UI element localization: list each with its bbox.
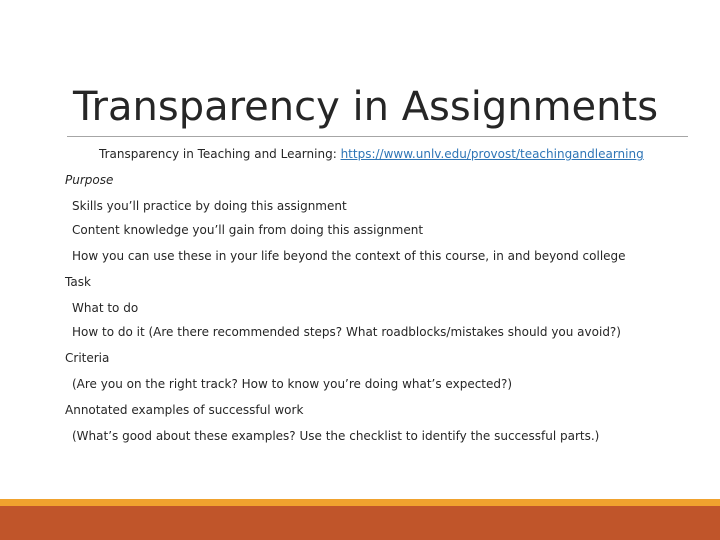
title-divider [67, 136, 688, 137]
criteria-item: (Are you on the right track? How to know you’re doing what’s expected?) [72, 377, 513, 391]
examples-heading: Annotated examples of successful work [65, 403, 304, 417]
reference-link[interactable]: https://www.unlv.edu/provost/teachingandlearning [340, 147, 644, 161]
footer-accent-stripe [0, 499, 720, 506]
purpose-item: Content knowledge you’ll gain from doing this assignment [72, 223, 424, 237]
footer-bar [0, 506, 720, 540]
purpose-item: Skills you’ll practice by doing this assignment [72, 199, 347, 213]
criteria-heading: Criteria [65, 351, 110, 365]
purpose-heading: Purpose [65, 173, 114, 187]
slide-title: Transparency in Assignments [73, 84, 659, 130]
task-heading: Task [65, 275, 91, 289]
task-item: What to do [72, 301, 139, 315]
purpose-item: How you can use these in your life beyond the context of this course, in and beyond college [72, 249, 626, 263]
task-item: How to do it (Are there recommended steps? What roadblocks/mistakes should you avoid?) [72, 325, 621, 339]
examples-item: (What’s good about these examples? Use the checklist to identify the successful parts.) [72, 429, 600, 443]
reference-line [99, 146, 644, 162]
reference-label: Transparency in Teaching and Learning: [99, 147, 341, 161]
